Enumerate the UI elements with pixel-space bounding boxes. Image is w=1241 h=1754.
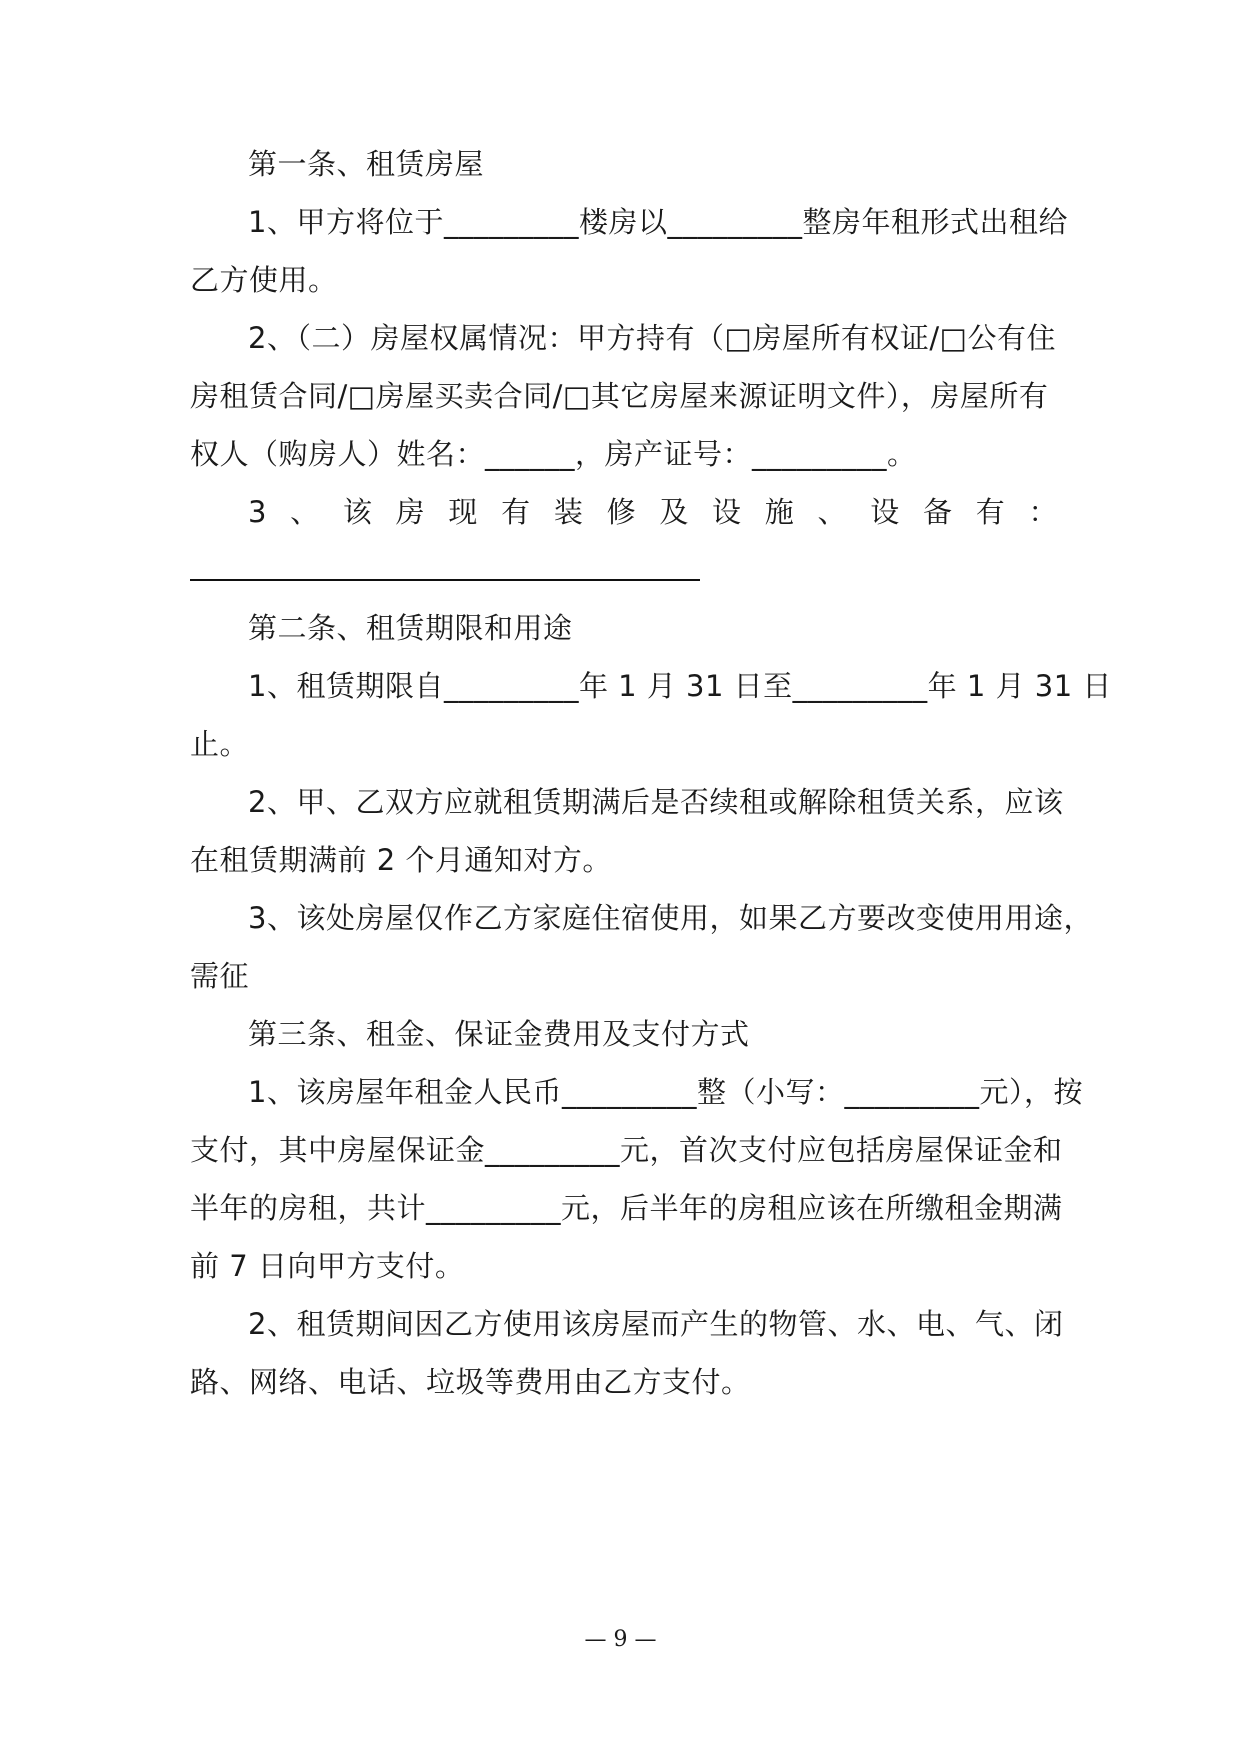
paragraph-line: 在租赁期满前 2 个月通知对方。: [190, 843, 612, 877]
paragraph-line: 3、该处房屋仅作乙方家庭住宿使用，如果乙方要改变使用用途，: [248, 901, 1093, 935]
paragraph-line: 路、网络、电话、垃圾等费用由乙方支付。: [190, 1365, 751, 1399]
paragraph-line: 房租赁合同/□房屋买卖合同/□其它房屋来源证明文件），房屋所有: [190, 379, 1049, 413]
paragraph-line: 1、租赁期限自_________年 1 月 31 日至_________年 1 月 31 日: [248, 669, 1112, 703]
paragraph-line: 止。: [190, 727, 250, 761]
paragraph-line: 前 7 日向甲方支付。: [190, 1249, 465, 1283]
spaced-char: 修: [606, 495, 637, 529]
paragraph-line: 支付，其中房屋保证金_________元，首次支付应包括房屋保证金和: [190, 1133, 1063, 1167]
spaced-char: 备: [922, 495, 953, 529]
article-2-heading: 第二条、租赁期限和用途: [248, 611, 573, 645]
paragraph-line: 半年的房租，共计_________元，后半年的房租应该在所缴租金期满: [190, 1191, 1063, 1225]
spaced-char: 现: [448, 495, 478, 529]
paragraph-line: 2、（二）房屋权属情况：甲方持有（□房屋所有权证/□公有住: [248, 321, 1057, 355]
spaced-char: 房: [395, 495, 426, 529]
paragraph-line: 乙方使用。: [190, 263, 338, 297]
spaced-char: 装: [553, 495, 584, 529]
paragraph-line: 需征: [190, 959, 250, 993]
article-1-heading: 第一条、租赁房屋: [248, 147, 485, 181]
paragraph-line: 1、甲方将位于_________楼房以_________整房年租形式出租给: [248, 205, 1068, 239]
article-3-heading: 第三条、租金、保证金费用及支付方式: [248, 1017, 750, 1051]
paragraph-line: 1、该房屋年租金人民币_________整（小写：_________元），按: [248, 1075, 1083, 1109]
spaced-char: 、: [817, 495, 848, 529]
spaced-char: 该: [342, 495, 373, 529]
paragraph-line: 2、甲、乙双方应就租赁期满后是否续租或解除租赁关系，应该: [248, 785, 1064, 819]
spaced-char: 及: [659, 495, 689, 529]
spaced-char: 3: [248, 495, 267, 529]
page-number: — 9 —: [584, 1627, 657, 1652]
spaced-char: 有: [501, 495, 531, 529]
spaced-char: 有: [975, 495, 1006, 529]
facilities-line: [248, 492, 1058, 532]
spaced-char: 设: [712, 495, 742, 529]
paragraph-line: 2、租赁期间因乙方使用该房屋而产生的物管、水、电、气、闭: [248, 1307, 1064, 1341]
paragraph-line: 权人（购房人）姓名：______，房产证号：_________。: [190, 437, 917, 471]
facilities-blank-line: [190, 579, 700, 581]
spaced-char: 设: [870, 495, 900, 529]
spaced-char: 、: [290, 495, 320, 529]
spaced-char: ：: [1028, 495, 1058, 529]
spaced-char: 施: [764, 495, 795, 529]
